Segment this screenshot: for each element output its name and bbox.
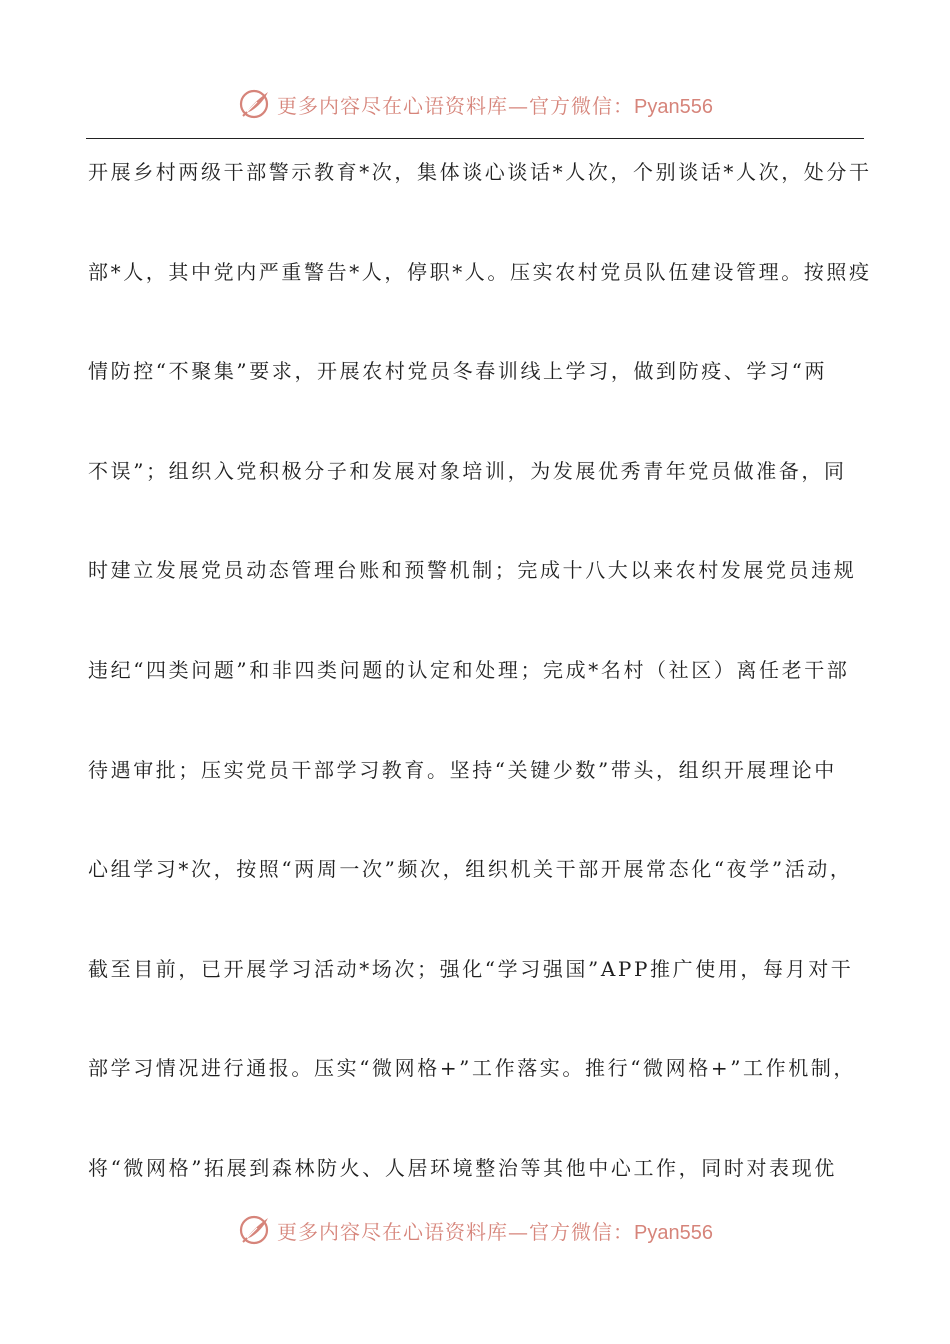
body-line: 时建立发展党员动态管理台账和预警机制；完成十八大以来农村发展党员违规 [88,558,857,583]
header-divider [86,138,864,139]
document-body [88,150,878,1246]
wechat-account: Pyan556 [634,1221,713,1244]
body-line: 不误”；组织入党积极分子和发展对象培训，为发展优秀青年党员做准备，同 [88,458,847,483]
quill-logo-icon [237,86,273,122]
banner-text: 更多内容尽在心语资料库—官方微信：Pyan556 [277,93,713,118]
wechat-account: Pyan556 [634,95,713,118]
body-line: 违纪“四类问题”和非四类问题的认定和处理；完成*名村（社区）离任老干部 [88,657,850,682]
footer-banner [0,1210,950,1250]
body-line: 开展乡村两级干部警示教育*次，集体谈心谈话*人次，个别谈话*人次，处分干 [88,160,872,184]
quill-logo-icon [237,1212,273,1248]
body-line: 部学习情况进行通报。压实“微网格+”工作落实。推行“微网格+”工作机制， [88,1056,857,1081]
body-line: 待遇审批；压实党员干部学习教育。坚持“关键少数”带头，组织开展理论中 [88,757,837,782]
body-line: 部*人，其中党内严重警告*人，停职*人。压实农村党员队伍建设管理。按照疫 [88,259,872,284]
header-banner [0,84,950,124]
body-line: 情防控“不聚集”要求，开展农村党员冬春训线上学习，做到防疫、学习“两 [88,359,828,384]
body-line: 心组学习*次，按照“两周一次”频次，组织机关干部开展常态化“夜学”活动， [88,857,853,882]
banner-text: 更多内容尽在心语资料库—官方微信：Pyan556 [277,1219,713,1244]
body-line: 将“微网格”拓展到森林防火、人居环境整治等其他中心工作，同时对表现优 [88,1155,837,1180]
body-line: 截至目前，已开展学习活动*场次；强化“学习强国”APP推广使用，每月对干 [88,956,854,981]
